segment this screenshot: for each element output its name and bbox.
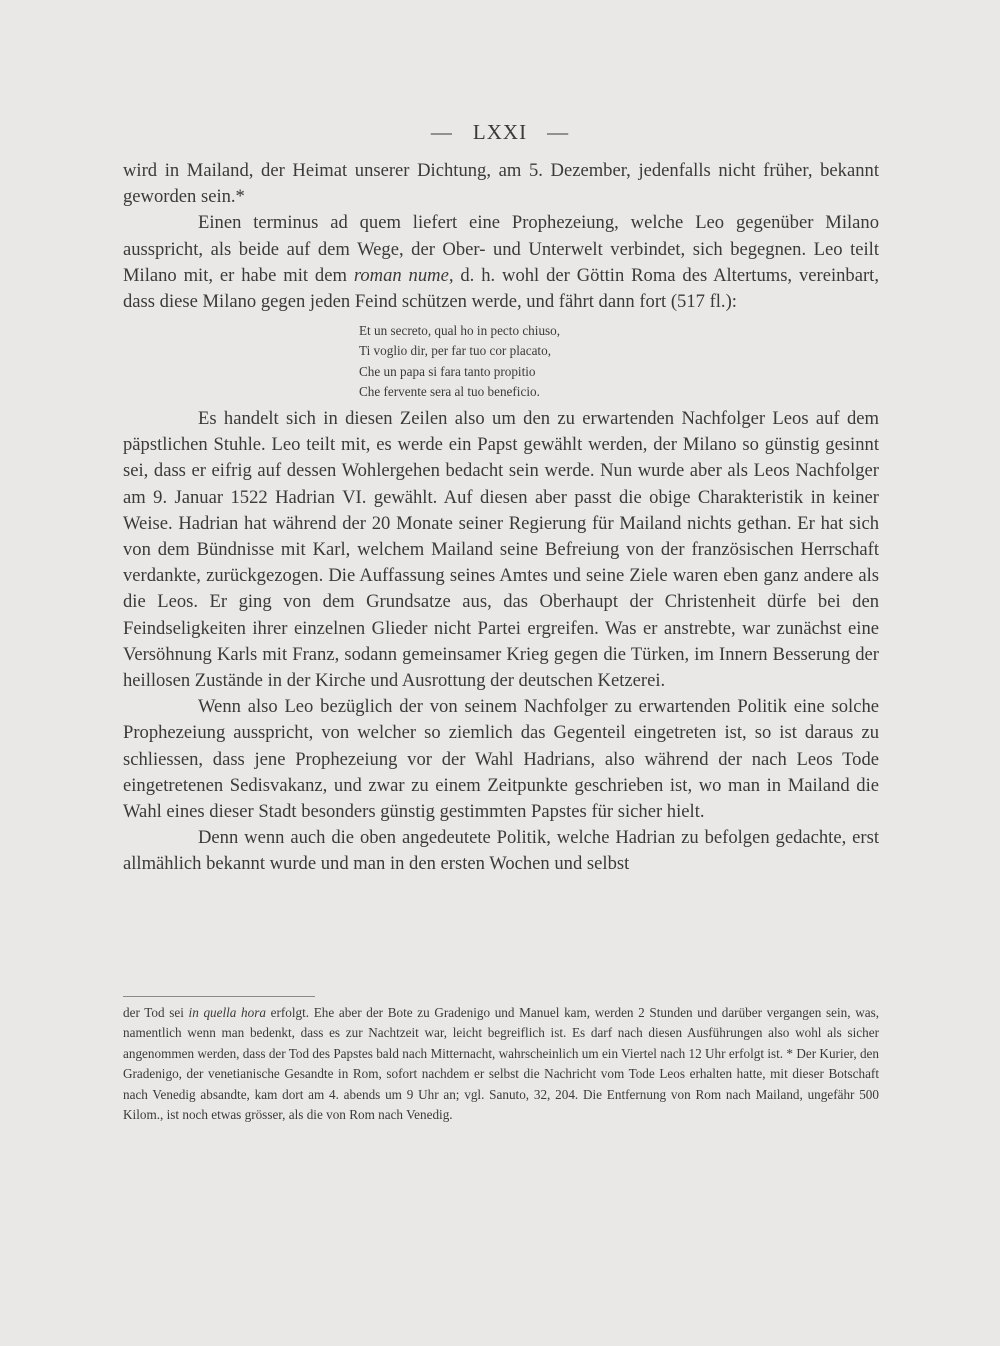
footnotes (123, 1003, 879, 1125)
footnote-text (123, 1003, 879, 1125)
paragraph-2-italic: roman nume, (353, 264, 454, 286)
paragraph-3: Es handelt sich in diesen Zeilen also um den zu erwartenden Nachfolger Leos auf dem päpstlichen Stuhle. Leo teilt mit, es werde ein Papst gewählt werden, der Milano so günstig gesinnt sei, dass er eifrig auf dessen Wohlergehen bedacht sein werde. Nun wurde aber als Leos Nachfolger am 9. Januar 1522 Hadrian VI. gewählt. Auf diesen aber passt die obige Charakteristik in keiner Weise. Hadrian hat während der 20 Monate seiner Regierung für Mailand nichts gethan. Er hat sich von dem Bündnisse mit Karl, welchem Mailand seine Befreiung von der französischen Herrschaft verdankte, zurückgezogen. Die Auffassung seines Amtes und seine Ziele waren eben ganz andere als die Leos. Er ging von dem Grundsatze aus, das Oberhaupt der Christenheit dürfe bei den Feindseligkeiten ihrer einzelnen Glieder nicht Partei ergreifen. Was er anstrebte, war zunächst eine Versöhnung Karls mit Franz, sodann gemeinsamer Krieg gegen die Türken, im Innern Besserung der heillosen Zustände in der Kirche und Ausrottung der deutschen Ketzerei. (123, 408, 879, 692)
poem-line: Che fervente sera al tuo beneficio. (359, 383, 540, 399)
paragraph-2-text-after: d. h. wohl der Göttin Roma des Altertums, vereinbart, dass diese Milano gegen jeden Feind schützen werde, und fährt dann fort (517 fl.): (123, 264, 879, 313)
poem-line: Et un secreto, qual ho in pecto chiuso, (359, 323, 561, 339)
header-dash-left: — (430, 120, 453, 144)
header-dash-right: — (547, 120, 570, 144)
poem-line: Ti voglio dir, per far tuo cor placato, (359, 343, 551, 359)
page-number: LXXI (472, 120, 528, 144)
poem-line: Che un papa si fara tanto propitio (359, 363, 536, 379)
footnote-text-after: erfolgt. Ehe aber der Bote zu Gradenigo und Manuel kam, werden 2 Stunden und darüber vergangen sein, was, namentlich wenn man bedenkt, dass es zur Nachtzeit war, leicht begreiflich ist. Es darf nach diesen Ausführungen also wohl als sicher angenommen werden, dass der Tod des Papstes bald nach Mitternacht, wahrscheinlich um ein Viertel nach 12 Uhr erfolgt ist. * Der Kurier, den Gradenigo, der venetianische Gesandte in Rom, sofort nachdem er selbst die Nachricht vom Tode Leos erhalten hatte, mit dieser Botschaft nach Venedig absandte, kam dort am 4. abends um 9 Uhr an; vgl. Sanuto, 32, 204. Die Entfernung von Rom nach Mailand, ungefähr 500 Kilom., ist noch etwas grösser, als die von Rom nach Venedig. (123, 1005, 879, 1123)
footnote-italic: in quella hora (188, 1005, 266, 1020)
paragraph-2 (123, 210, 879, 315)
page-header (0, 120, 1000, 145)
body-text (123, 158, 879, 878)
paragraph-5: Denn wenn auch die oben angedeutete Politik, welche Hadrian zu befolgen gedachte, erst allmählich bekannt wurde und man in den ersten Wochen und selbst (123, 827, 879, 875)
paragraph-4: Wenn also Leo bezüglich der von seinem Nachfolger zu erwartenden Politik eine solche Prophezeiung ausspricht, von welcher so ziemlich das Gegenteil eingetreten ist, so ist daraus zu schliessen, dass jene Prophezeiung vor der Wahl Hadrians, also während der nach Leos Tode eingetretenen Sedisvakanz, und zwar zu einem Zeitpunkte geschrieben ist, wo man in Mailand die Wahl eines dieser Stadt besonders günstig gestimmten Papstes für sicher hielt. (123, 696, 879, 823)
footnote-text-before: der Tod sei (123, 1005, 189, 1020)
footnote-rule (123, 996, 315, 997)
poem-quote (359, 321, 879, 402)
paragraph-1: wird in Mailand, der Heimat unserer Dichtung, am 5. Dezember, jedenfalls nicht früher, bekannt geworden sein.* (123, 160, 879, 208)
paragraph-2-text-before: Einen terminus ad quem liefert eine Prophezeiung, welche Leo gegenüber Milano ausspricht, als beide auf dem Wege, der Ober- und Unterwelt verbindet, sich begegnen. Leo teilt Milano mit, er habe mit dem (123, 212, 879, 286)
